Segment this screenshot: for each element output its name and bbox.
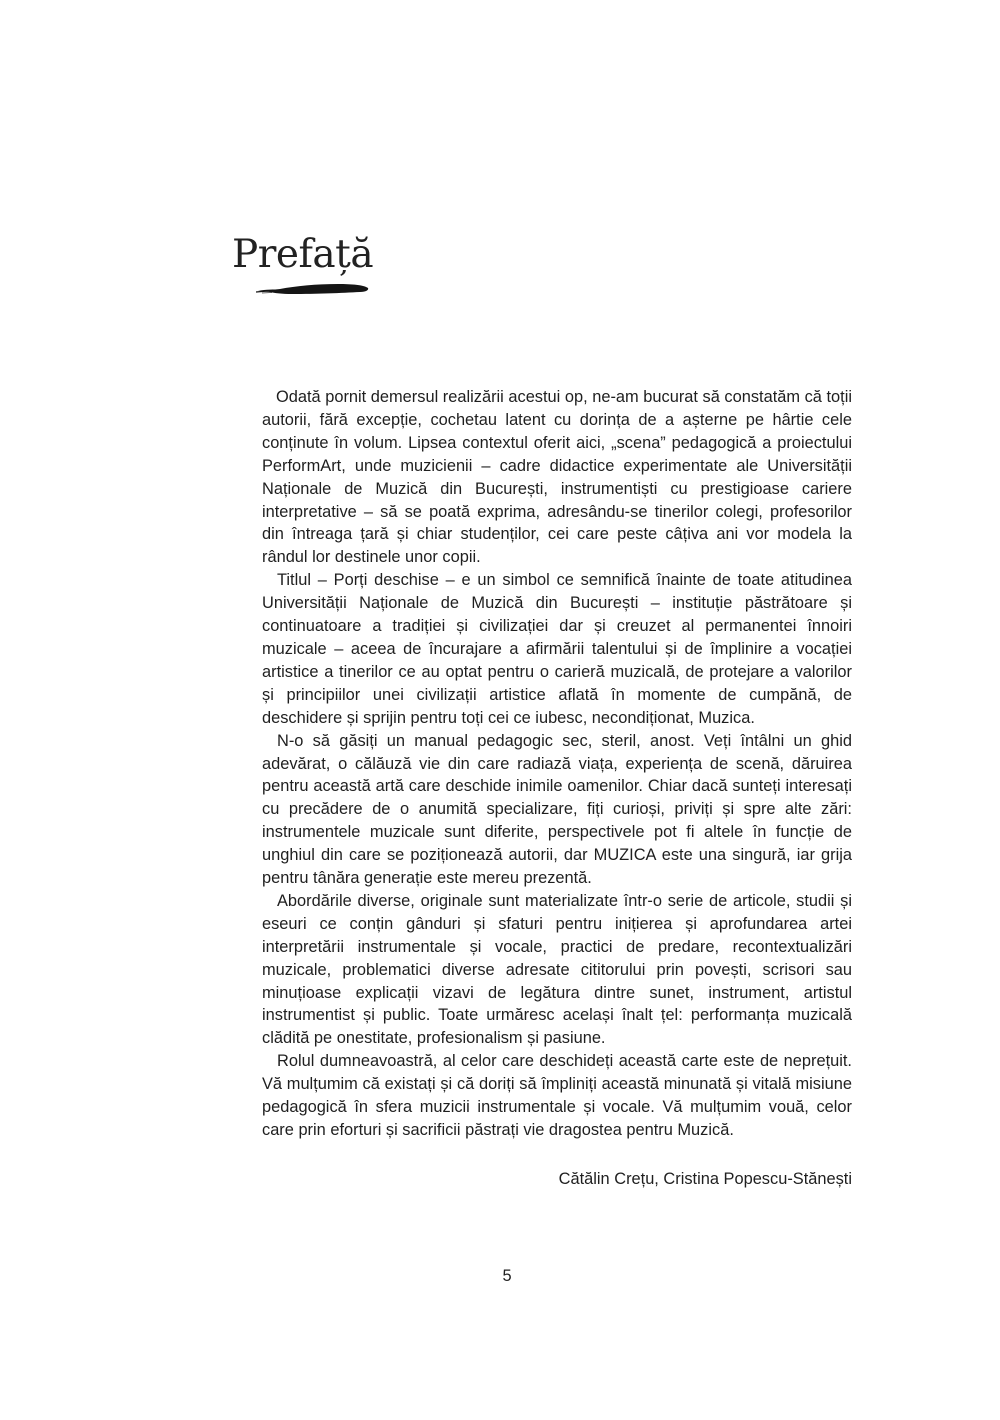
paragraph: Odată pornit demersul realizării acestui op, ne-am bucurat să constatăm că toții autorii, fără excepție, cochetau latent cu dorința de a așterne pe hârtie cele conținute în volum. Lipsea contextul oferit aici, „scena” pedagogică a proiectului PerformArt, unde muzicienii – cadre didactice experimentate ale Universității Naționale de Muzică din București, instrumentiști cu prestigioase cariere interpretative – să se poată exprima, adresându-se tinerilor colegi, profesorilor din întreaga țară și chiar studenților, cei care peste câțiva ani vor modela la rândul lor destinele unor copii.	[262, 388, 852, 567]
paragraph: Titlul – Porți deschise – e un simbol ce semnifică înainte de toate atitudinea Universității Naționale de Muzică din București – instituție păstrătoare și continuatoare a tradiției și civilizației dar și creuzet al permanentei înnoiri muzicale – aceea de încurajare a afirmării talentului și de împlinire a vocației artistice a tinerilor ce au optat pentru o carieră muzicală, de protejare a valorilor și principiilor unei civilizații artistice aflată în momente de cumpănă, de deschidere și sprijin pentru toți cei ce iubesc, necondiționat, Muzica.	[262, 571, 852, 727]
brush-stroke-underline	[256, 280, 370, 298]
page-number: 5	[502, 1267, 512, 1285]
preface-body	[262, 386, 852, 1142]
author-signature: Cătălin Crețu, Cristina Popescu-Stănești	[558, 1170, 852, 1188]
paragraph: N-o să găsiți un manual pedagogic sec, steril, anost. Veți întâlni un ghid adevărat, o călăuză vie din care radiază viața, experiența de scenă, dăruirea pentru această artă care deschide inimile oamenilor. Chiar dacă sunteți interesați cu precădere de o anumită specializare, fiți curioși, priviți și spre alte zări: instrumentele muzicale sunt diferite, perspectivele pot fi altele în funcție de unghiul din care se poziționează autorii, dar MUZICA este una singură, iar grija pentru tânăra generație este mereu prezentă.	[262, 731, 852, 888]
paragraph: Abordările diverse, originale sunt materializate într-o serie de articole, studii și eseuri ce conțin gânduri și sfaturi pentru inițierea și aprofundarea artei interpretării instrumentale și vocale, practici de predare, recontextualizări muzicale, problematici diverse adresate cititorului prin povești, scrisori sau minuțioase explicații vizavi de legătura dintre sunet, instrument, artistul instrumentist și public. Toate urmăresc același înalt țel: performanța muzicală clădită pe onestitate, profesionalism și pasiune.	[262, 891, 852, 1048]
page-title: Prefață	[232, 232, 374, 277]
paragraph: Rolul dumneavoastră, al celor care deschideți această carte este de neprețuit. Vă mulțumim că existați și că doriți să împliniți această minunată și vitală misiune pedagogică în sfera muzicii instrumentale și vocale. Vă mulțumim vouă, celor care prin eforturi și sacrificii păstrați vie dragostea pentru Muzică.	[262, 1052, 852, 1139]
